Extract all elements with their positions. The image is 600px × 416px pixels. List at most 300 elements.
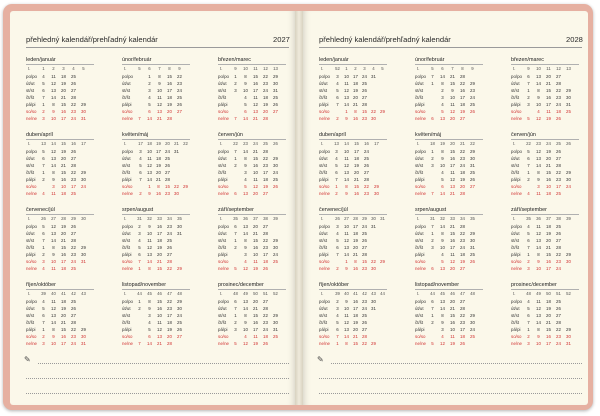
- day-number: 26: [362, 237, 367, 243]
- day-number: 19: [546, 148, 551, 154]
- day-number: 27: [71, 87, 76, 93]
- day-number: 4: [335, 155, 338, 161]
- day-number: 4: [336, 312, 339, 318]
- day-number: 17: [253, 326, 258, 332]
- day-number: 12: [536, 305, 541, 311]
- notes-line: [319, 393, 582, 394]
- week-number: 6: [441, 66, 444, 71]
- day-number: 17: [263, 251, 268, 257]
- day-number: 9: [52, 333, 55, 339]
- week-number: 38: [556, 216, 561, 221]
- day-number: 11: [253, 176, 258, 182]
- day-number: 7: [431, 305, 434, 311]
- weekday-label: pá/pi: [26, 176, 36, 182]
- week-number: 17: [138, 141, 143, 146]
- month-name: leden/január: [26, 57, 56, 63]
- day-number: 10: [147, 148, 152, 154]
- day-number: 22: [460, 230, 465, 236]
- day-number: 7: [431, 190, 434, 196]
- day-number: 8: [441, 312, 444, 318]
- weekday-label: út/ut: [122, 230, 131, 236]
- day-number: 9: [244, 244, 247, 250]
- day-number: 11: [157, 94, 162, 100]
- week-number: 15: [354, 141, 359, 146]
- day-number: 20: [546, 312, 551, 318]
- day-number: 15: [546, 326, 551, 332]
- day-number: 22: [263, 155, 268, 161]
- month-rule: [26, 64, 94, 65]
- day-number: 1: [431, 80, 434, 86]
- day-number: 26: [362, 319, 367, 325]
- day-number: 7: [431, 223, 434, 229]
- day-number: 4: [441, 333, 444, 339]
- notes-line: [319, 378, 582, 379]
- day-number: 13: [344, 244, 349, 250]
- day-number: 9: [441, 319, 444, 325]
- week-number: 24: [253, 141, 258, 146]
- weekday-label: so/so: [26, 183, 37, 189]
- month-name: duben/apríl: [26, 132, 53, 138]
- week-number: 16: [364, 141, 369, 146]
- day-number: 18: [157, 237, 162, 243]
- day-number: 30: [81, 333, 86, 339]
- day-number: 2: [431, 155, 434, 161]
- day-number: 11: [536, 223, 541, 229]
- week-number: 4: [72, 66, 75, 71]
- week-label: t.: [417, 141, 420, 146]
- day-number: 14: [344, 101, 349, 107]
- week-label: t.: [513, 141, 516, 146]
- weekday-label: so/so: [319, 183, 330, 189]
- day-number: 21: [546, 80, 551, 86]
- week-number: 9: [178, 66, 181, 71]
- day-number: 15: [167, 73, 172, 79]
- day-number: 22: [460, 80, 465, 86]
- day-number: 29: [566, 251, 571, 257]
- day-number: 20: [61, 87, 66, 93]
- weekday-label: st/st: [415, 312, 424, 318]
- day-number: 17: [157, 230, 162, 236]
- week-number: 36: [536, 216, 541, 221]
- day-number: 19: [61, 305, 66, 311]
- day-number: 13: [51, 87, 56, 93]
- week-number: 30: [81, 216, 86, 221]
- weekday-label: pá/pi: [26, 101, 36, 107]
- month-name: srpen/august: [122, 207, 154, 213]
- day-number: 2: [138, 305, 141, 311]
- month-name: březen/marec: [511, 57, 544, 63]
- day-number: 19: [263, 101, 268, 107]
- day-number: 24: [362, 223, 367, 229]
- day-number: 10: [450, 326, 455, 332]
- day-number: 1: [431, 148, 434, 154]
- weekday-label: so/so: [511, 183, 522, 189]
- month-rule: [122, 289, 190, 290]
- day-number: 3: [234, 87, 237, 93]
- day-number: 26: [460, 340, 465, 346]
- day-number: 18: [353, 312, 358, 318]
- day-number: 4: [537, 108, 540, 114]
- day-number: 25: [273, 94, 278, 100]
- week-number: 22: [526, 141, 531, 146]
- week-number: 45: [147, 291, 152, 296]
- day-number: 14: [440, 190, 445, 196]
- weekday-label: čt/št: [319, 94, 328, 100]
- week-number: 17: [81, 141, 86, 146]
- weekday-label: st/st: [319, 312, 328, 318]
- week-number: 13: [566, 66, 571, 71]
- day-number: 19: [253, 265, 258, 271]
- day-number: 18: [61, 73, 66, 79]
- page-year: 2027: [273, 35, 290, 44]
- day-number: 20: [61, 230, 66, 236]
- day-number: 12: [440, 340, 445, 346]
- day-number: 20: [450, 298, 455, 304]
- month-rule: [26, 289, 94, 290]
- day-number: 12: [51, 305, 56, 311]
- day-number: 17: [167, 87, 172, 93]
- day-number: 4: [441, 169, 444, 175]
- week-number: 16: [71, 141, 76, 146]
- weekday-label: po/po: [319, 73, 330, 79]
- weekday-label: pá/pi: [415, 176, 425, 182]
- week-number: 13: [273, 66, 278, 71]
- weekday-label: po/po: [26, 73, 37, 79]
- day-number: 26: [556, 305, 561, 311]
- day-number: 6: [431, 115, 434, 121]
- day-number: 26: [362, 87, 367, 93]
- day-number: 21: [61, 162, 66, 168]
- title-rule: [26, 47, 289, 48]
- weekday-label: út/ut: [319, 305, 328, 311]
- notes-line: [26, 393, 289, 394]
- day-number: 2: [234, 162, 237, 168]
- day-number: 14: [536, 162, 541, 168]
- week-number: 48: [233, 291, 238, 296]
- day-number: 1: [234, 312, 237, 318]
- day-number: 22: [263, 73, 268, 79]
- day-number: 4: [139, 155, 142, 161]
- day-number: 28: [460, 305, 465, 311]
- day-number: 23: [556, 176, 561, 182]
- day-number: 15: [253, 312, 258, 318]
- week-number: 11: [546, 66, 551, 71]
- day-number: 25: [273, 333, 278, 339]
- week-number: 2: [354, 66, 357, 71]
- weekday-label: so/so: [415, 333, 426, 339]
- weekday-label: ne/ne: [415, 190, 426, 196]
- day-number: 3: [42, 115, 45, 121]
- day-number: 10: [253, 169, 258, 175]
- day-number: 24: [71, 258, 76, 264]
- day-number: 16: [353, 115, 358, 121]
- week-number: 18: [430, 141, 435, 146]
- day-number: 18: [354, 155, 359, 161]
- week-number: 22: [183, 141, 188, 146]
- day-number: 12: [253, 183, 258, 189]
- day-number: 19: [156, 162, 161, 168]
- week-number: 22: [233, 141, 238, 146]
- day-number: 7: [527, 244, 530, 250]
- weekday-label: st/st: [26, 162, 35, 168]
- day-number: 10: [51, 258, 56, 264]
- weekday-label: čt/št: [122, 169, 131, 175]
- day-number: 10: [344, 148, 349, 154]
- week-number: 12: [263, 66, 268, 71]
- day-number: 2: [42, 333, 45, 339]
- day-number: 21: [61, 237, 66, 243]
- day-number: 1: [527, 251, 530, 257]
- day-number: 25: [556, 190, 561, 196]
- day-number: 31: [371, 73, 376, 79]
- day-number: 18: [263, 94, 268, 100]
- month-rule: [511, 214, 579, 215]
- day-number: 24: [273, 251, 278, 257]
- day-number: 17: [61, 258, 66, 264]
- week-number: 34: [460, 216, 465, 221]
- day-number: 13: [440, 115, 445, 121]
- day-number: 5: [244, 101, 247, 107]
- weekday-label: ne/ne: [122, 190, 133, 196]
- weekday-label: ne/ne: [511, 115, 522, 121]
- day-number: 26: [71, 148, 76, 154]
- day-number: 2: [42, 251, 45, 257]
- day-number: 28: [263, 115, 268, 121]
- day-number: 13: [344, 169, 349, 175]
- day-number: 10: [440, 162, 445, 168]
- day-number: 3: [234, 326, 237, 332]
- day-number: 12: [450, 258, 455, 264]
- week-label: t.: [513, 291, 516, 296]
- day-number: 29: [273, 312, 278, 318]
- day-number: 26: [263, 265, 268, 271]
- day-number: 3: [148, 312, 151, 318]
- week-label: t.: [513, 66, 516, 71]
- day-number: 7: [234, 148, 237, 154]
- day-number: 17: [353, 223, 358, 229]
- weekday-label: ne/ne: [511, 340, 522, 346]
- day-number: 21: [61, 94, 66, 100]
- day-number: 28: [263, 230, 268, 236]
- day-number: 14: [536, 80, 541, 86]
- day-number: 11: [51, 265, 56, 271]
- day-number: 28: [167, 115, 172, 121]
- day-number: 10: [157, 87, 162, 93]
- day-number: 11: [536, 190, 541, 196]
- month-rule: [319, 214, 387, 215]
- day-number: 8: [244, 155, 247, 161]
- day-number: 14: [51, 237, 56, 243]
- day-number: 13: [147, 251, 152, 257]
- day-number: 16: [167, 80, 172, 86]
- day-number: 18: [460, 333, 465, 339]
- day-number: 23: [460, 155, 465, 161]
- day-number: 31: [371, 305, 376, 311]
- weekday-label: pá/pi: [511, 251, 521, 257]
- weekday-label: čt/št: [26, 319, 35, 325]
- day-number: 30: [177, 223, 182, 229]
- day-number: 30: [470, 155, 475, 161]
- week-number: 34: [167, 216, 172, 221]
- day-number: 7: [336, 251, 339, 257]
- month-rule: [511, 64, 579, 65]
- week-number: 19: [440, 141, 445, 146]
- day-number: 13: [147, 169, 152, 175]
- day-number: 31: [470, 162, 475, 168]
- week-number: 19: [156, 141, 161, 146]
- day-number: 22: [556, 326, 561, 332]
- day-number: 5: [527, 230, 530, 236]
- weekday-label: st/st: [319, 237, 328, 243]
- weekday-label: st/st: [122, 312, 131, 318]
- week-label: t.: [220, 141, 223, 146]
- day-number: 31: [177, 230, 182, 236]
- week-number: 26: [41, 216, 46, 221]
- day-number: 27: [165, 169, 170, 175]
- day-number: 29: [470, 312, 475, 318]
- day-number: 6: [138, 251, 141, 257]
- weekday-label: út/ut: [415, 230, 424, 236]
- month-rule: [218, 214, 286, 215]
- week-number: 37: [253, 216, 258, 221]
- weekday-label: pá/pi: [319, 251, 329, 257]
- day-number: 2: [431, 237, 434, 243]
- day-number: 7: [336, 101, 339, 107]
- day-number: 24: [556, 340, 561, 346]
- day-number: 17: [546, 101, 551, 107]
- week-number: 22: [470, 141, 475, 146]
- day-number: 24: [177, 87, 182, 93]
- day-number: 14: [440, 305, 445, 311]
- weekday-label: út/ut: [415, 305, 424, 311]
- day-number: 24: [167, 230, 172, 236]
- day-number: 23: [263, 244, 268, 250]
- day-number: 18: [460, 251, 465, 257]
- week-number: 14: [51, 141, 56, 146]
- day-number: 21: [353, 101, 358, 107]
- month-name: září/september: [511, 207, 547, 213]
- day-number: 6: [336, 94, 339, 100]
- weekday-label: po/po: [122, 223, 133, 229]
- month-rule: [415, 214, 483, 215]
- day-number: 17: [460, 326, 465, 332]
- day-number: 26: [470, 258, 475, 264]
- day-number: 26: [177, 101, 182, 107]
- day-number: 5: [527, 305, 530, 311]
- week-number: 39: [566, 216, 571, 221]
- day-number: 15: [253, 155, 258, 161]
- day-number: 1: [527, 326, 530, 332]
- day-number: 18: [546, 298, 551, 304]
- day-number: 17: [353, 73, 358, 79]
- week-number: 29: [362, 216, 367, 221]
- day-number: 15: [253, 237, 258, 243]
- day-number: 14: [536, 319, 541, 325]
- day-number: 3: [527, 101, 530, 107]
- weekday-label: pá/pi: [319, 101, 329, 107]
- week-number: 33: [157, 216, 162, 221]
- day-number: 14: [243, 148, 248, 154]
- weekday-label: ne/ne: [218, 340, 229, 346]
- day-number: 19: [546, 305, 551, 311]
- weekday-label: po/po: [218, 73, 229, 79]
- day-number: 22: [556, 251, 561, 257]
- weekday-label: po/po: [415, 223, 426, 229]
- weekday-label: út/ut: [218, 155, 227, 161]
- week-number: 42: [362, 291, 367, 296]
- day-number: 4: [244, 258, 247, 264]
- week-number: 5: [138, 66, 141, 71]
- day-number: 14: [344, 251, 349, 257]
- day-number: 27: [460, 265, 465, 271]
- day-number: 14: [344, 176, 349, 182]
- day-number: 24: [556, 265, 561, 271]
- day-number: 21: [450, 73, 455, 79]
- month-rule: [122, 139, 190, 140]
- day-number: 1: [431, 312, 434, 318]
- day-number: 19: [253, 340, 258, 346]
- week-number: 25: [556, 141, 561, 146]
- day-number: 14: [243, 230, 248, 236]
- day-number: 17: [354, 148, 359, 154]
- day-number: 19: [460, 176, 465, 182]
- week-label: t.: [417, 216, 420, 221]
- week-number: 42: [71, 291, 76, 296]
- day-number: 22: [371, 258, 376, 264]
- week-number: 6: [148, 66, 151, 71]
- day-number: 19: [167, 326, 172, 332]
- day-number: 27: [263, 298, 268, 304]
- weekday-label: ne/ne: [218, 115, 229, 121]
- page-title: přehledný kalendář/prehľadný kalendár: [26, 35, 158, 44]
- day-number: 14: [147, 340, 152, 346]
- weekday-label: čt/št: [26, 244, 35, 250]
- weekday-label: út/ut: [511, 305, 520, 311]
- day-number: 17: [353, 305, 358, 311]
- month-rule: [511, 139, 579, 140]
- day-number: 8: [244, 237, 247, 243]
- day-number: 5: [441, 108, 444, 114]
- day-number: 5: [527, 115, 530, 121]
- day-number: 16: [61, 108, 66, 114]
- day-number: 14: [147, 115, 152, 121]
- day-number: 12: [344, 162, 349, 168]
- weekday-label: čt/št: [415, 169, 424, 175]
- day-number: 16: [157, 305, 162, 311]
- weekday-label: ne/ne: [319, 115, 330, 121]
- day-number: 25: [167, 237, 172, 243]
- day-number: 15: [450, 148, 455, 154]
- day-number: 26: [470, 108, 475, 114]
- week-number: 5: [381, 66, 384, 71]
- weekday-label: po/po: [319, 148, 330, 154]
- day-number: 8: [52, 244, 55, 250]
- day-number: 11: [344, 230, 349, 236]
- day-number: 2: [234, 80, 237, 86]
- weekday-label: po/po: [415, 148, 426, 154]
- day-number: 4: [148, 319, 151, 325]
- day-number: 28: [556, 162, 561, 168]
- day-number: 23: [263, 80, 268, 86]
- week-number: 48: [177, 291, 182, 296]
- day-number: 25: [566, 108, 571, 114]
- day-number: 30: [273, 162, 278, 168]
- week-number: 13: [334, 141, 339, 146]
- day-number: 15: [354, 183, 359, 189]
- day-number: 1: [42, 101, 45, 107]
- day-number: 11: [450, 333, 455, 339]
- week-label: t.: [28, 216, 31, 221]
